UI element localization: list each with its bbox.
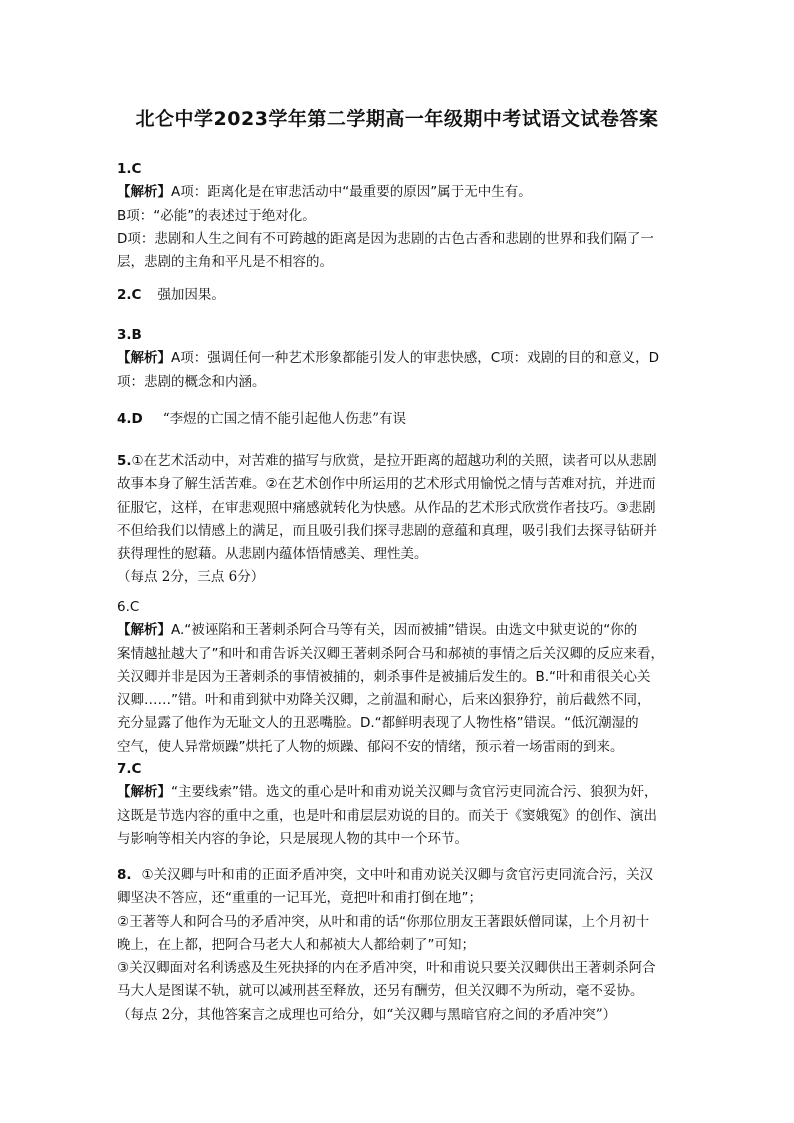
q6-line-6: 空气，使人异常烦躁”烘托了人物的烦躁、郁闷不安的情绪，预示着一场雷雨的到来。 <box>117 738 624 755</box>
q5-scoring-note: （每点 2分，三点 6分） <box>117 569 265 586</box>
q3-line-1: A项：强调任何一种艺术形象都能引发人的审悲快感，C项：戏剧的目的和意义，D <box>171 350 660 367</box>
q8-number: 8. <box>117 867 132 883</box>
q5-line-4: 不但给我们以情感上的满足，而且吸引我们探寻悲剧的意蕴和真理，吸引我们去探寻钻研并 <box>117 522 657 539</box>
q8-line-1-row <box>117 864 697 887</box>
q1-line-4: 层，悲剧的主角和平凡是不相容的。 <box>117 254 333 271</box>
q3-answer: 3.B <box>117 327 142 343</box>
analysis-tag: 【解析】 <box>117 784 171 801</box>
question-4 <box>117 408 697 431</box>
question-3 <box>117 324 697 394</box>
q7-line-3: 与影响等相关内容的争论，只是展现人物的其中一个环节。 <box>117 830 468 847</box>
q4-line <box>117 408 697 431</box>
q4-answer: 4.D <box>117 411 143 427</box>
q8-line-5: ③关汉卿面对名利诱惑及生死抉择的内在矛盾冲突，叶和甫说只要关汉卿供出王著刺杀阿合 <box>117 960 656 977</box>
q6-line-4: 汉卿……”错。叶和甫到狱中劝降关汉卿，之前温和耐心，后来凶狠狰狞，前后截然不同， <box>117 692 651 709</box>
q1-line-2: B项：“必能”的表述过于绝对化。 <box>117 207 316 224</box>
q8-line-4: 晚上，在上都，把阿合马老大人和郝祯大人都给刺了”可知； <box>117 936 475 953</box>
q8-line-6: 马大人是图谋不轨，就可以减刑甚至释放，还另有酬劳，但关汉卿不为所动，毫不妥协。 <box>117 983 644 1000</box>
q5-number: 5. <box>117 453 132 469</box>
q3-analysis-line <box>117 347 697 370</box>
q6-analysis-line <box>117 619 697 642</box>
q6-answer: 6.C <box>117 599 140 615</box>
q5-line-2: 故事本身了解生活苦难。②在艺术创作中所运用的艺术形式用愉悦之情与苦难对抗，并进而 <box>117 476 656 493</box>
question-6 <box>117 596 697 759</box>
analysis-tag: 【解析】 <box>117 184 171 201</box>
q6-line-5: 充分显露了他作为无耻文人的丑恶嘴脸。D.“都鲜明表现了人物性格”错误。“低沉潮湿的 <box>117 715 639 732</box>
question-2 <box>117 284 697 307</box>
q1-line-3: D项：悲剧和人生之间有不可跨越的距离是因为悲剧的古色古香和悲剧的世界和我们隔了一 <box>117 230 654 247</box>
q4-text: “李煜的亡国之情不能引起他人伤悲”有误 <box>162 411 407 427</box>
q3-line-2: 项：悲剧的概念和内涵。 <box>117 373 266 390</box>
q8-line-2: 卿坚决不答应，还“重重的一记耳光，竟把叶和甫打倒在地”； <box>117 890 482 907</box>
q8-line-3: ②王著等人和阿合马的矛盾冲突，从叶和甫的话“你那位朋友王著跟妖僧同谋，上个月初十 <box>117 913 650 930</box>
q1-answer: 1.C <box>117 161 142 177</box>
q7-answer: 7.C <box>117 761 142 777</box>
q7-analysis-line <box>117 781 697 804</box>
q5-line-1: ①在艺术活动中，对苦难的描写与欣赏，是拉开距离的超越功利的关照，读者可以从悲剧 <box>131 453 657 469</box>
page-title: 北仑中学2023学年第二学期高一年级期中考试语文试卷答案 <box>135 108 659 130</box>
q7-line-2: 这既是节选内容的重中之重，也是叶和甫层层劝说的目的。而关于《窦娥冤》的创作、演出 <box>117 807 657 824</box>
question-5 <box>117 450 697 590</box>
analysis-tag: 【解析】 <box>117 350 171 367</box>
q6-line-2: 案情越扯越大了”和叶和甫告诉关汉卿王著刺杀阿合马和郝祯的事情之后关汉卿的反应来看， <box>117 645 664 662</box>
q2-line <box>117 284 697 307</box>
q5-line-3: 征服它，这样，在审悲观照中痛感就转化为快感。从作品的艺术形式欣赏作者技巧。③悲剧 <box>117 499 656 516</box>
q5-line-1-row <box>117 450 697 473</box>
q6-line-3: 关汉卿并非是因为王著刺杀的事情被捕的，刺杀事件是被捕后发生的。B.“叶和甫很关心关 <box>117 668 651 685</box>
q8-line-1: ①关汉卿与叶和甫的正面矛盾冲突，文中叶和甫劝说关汉卿与贪官污吏同流合污，关汉 <box>141 867 654 883</box>
analysis-tag: 【解析】 <box>117 622 171 639</box>
q1-analysis-line <box>117 181 697 204</box>
question-8 <box>117 864 697 1027</box>
q5-line-5: 获得理性的慰藉。从悲剧内蕴体悟情感美、理性美。 <box>117 546 428 563</box>
q6-line-1: A.“被诬陷和王著刺杀阿合马等有关，因而被捕”错误。由选文中狱吏说的“你的 <box>171 622 638 639</box>
question-7 <box>117 758 697 851</box>
q8-scoring-note: （每点 2分，其他答案言之成理也可给分，如“关汉卿与黑暗官府之间的矛盾冲突”） <box>117 1006 617 1023</box>
q2-text: 强加因果。 <box>157 287 225 303</box>
q7-line-1: “主要线索”错。选文的重心是叶和甫劝说关汉卿与贪官污吏同流合污、狼狈为奸， <box>171 784 658 801</box>
q2-answer: 2.C <box>117 287 142 303</box>
question-1 <box>117 158 697 274</box>
q1-line-1: A项：距离化是在审悲活动中“最重要的原因”属于无中生有。 <box>171 184 532 201</box>
